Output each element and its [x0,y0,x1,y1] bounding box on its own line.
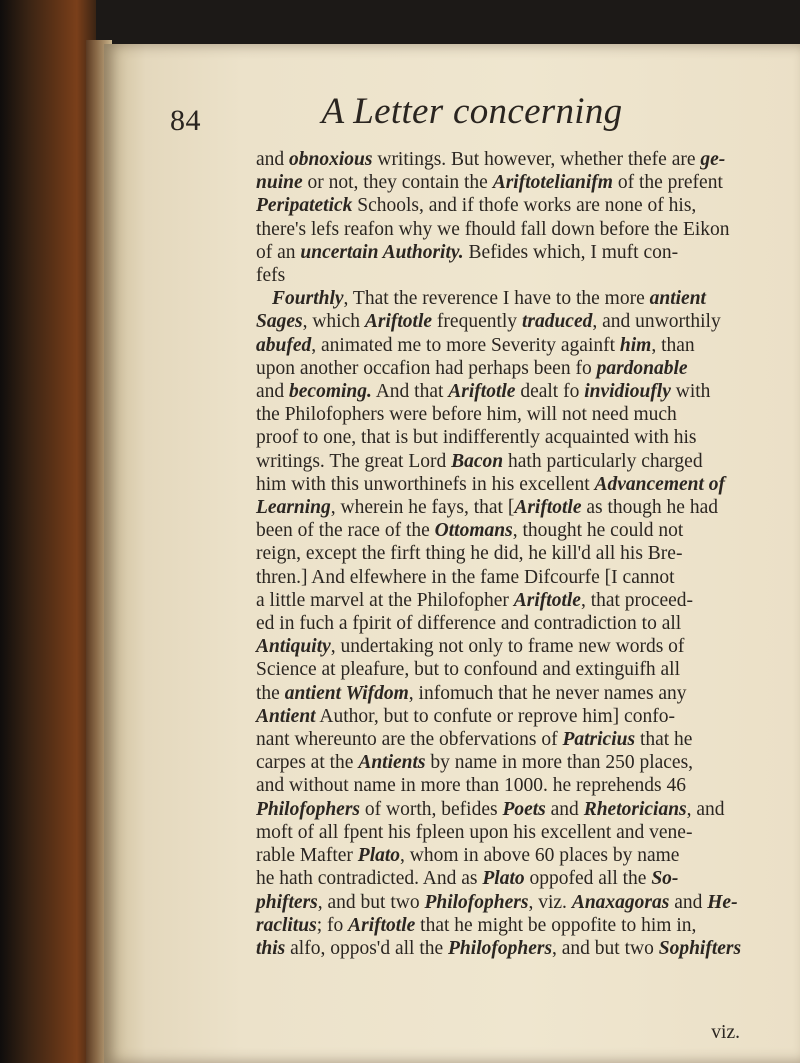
text-run: dealt fo [515,381,585,403]
text-run: ed in fuch a fpirit of difference and contradiction to all [256,613,682,635]
text-run: moft of all fpent his fpleen upon his excellent and vene- [256,821,693,843]
italic-run: Ariftotle [364,311,433,333]
text-run: , and unworthily [592,311,721,333]
text-line [256,612,790,635]
italic-run: ge- [700,149,726,170]
text-run: nant whereunto are the obfervations of [256,729,563,751]
italic-run: Antients [358,752,426,774]
text-line [256,218,790,241]
text-run: , animated me to more Severity againft [311,334,620,356]
text-run: a little marvel at the Philofopher [256,589,514,611]
text-line [256,937,790,960]
italic-run: traduced [521,311,593,333]
italic-run: Poets [502,798,546,820]
text-run: And that [371,381,449,403]
text-run: been of the race of the [256,520,435,542]
italic-run: antient Wifdom [284,682,409,704]
italic-run: becoming. [289,381,372,403]
text-line [256,658,790,681]
text-line [256,705,790,728]
text-line [256,426,790,449]
italic-run: Philofophers [256,798,361,820]
running-head: A Letter concerning [321,91,623,132]
italic-run: Ariftotelianifm [492,172,613,194]
text-line [256,566,790,589]
text-run: , viz. [528,891,572,913]
italic-run: this [256,937,286,959]
italic-run: So- [651,868,679,890]
text-run: with [670,381,711,403]
text-run: , which [302,311,365,333]
text-run: and [669,891,708,913]
italic-run: Bacon [451,450,504,472]
text-line [256,867,790,890]
text-run: proof to one, that is but indifferently acquainted with his [256,427,697,449]
italic-run: Advancement of [594,473,726,495]
text-run: oppofed all the [524,868,652,890]
text-run: upon another occafion had perhaps been fo [256,357,597,379]
italic-run: Ariftotle [348,914,416,936]
text-run: thren.] And elfewhere in the fame Difcourfe [I cannot [256,566,675,588]
text-run: rable Mafter [256,845,358,867]
text-line [256,403,790,426]
italic-run: phifters [256,891,318,913]
text-line [256,171,790,194]
italic-run: Ottomans [434,520,513,542]
text-line [256,148,790,171]
text-run: or not, they contain the [302,172,493,194]
text-line [256,751,790,774]
text-run: the [256,682,285,704]
text-run: and [256,381,290,403]
italic-run: Learning [256,497,331,519]
text-line [256,821,790,844]
text-line [256,264,790,287]
text-line [256,914,790,937]
italic-run: abufed [256,334,312,356]
text-run: , that proceed- [580,589,694,611]
italic-run: Antiquity [256,636,331,658]
italic-run: Fourthly [272,288,344,310]
text-line [256,844,790,867]
text-run: Befides which, I muft con- [463,241,679,263]
text-run: that he [635,729,693,751]
italic-run: Sophifters [658,937,742,959]
text-run: writings. But however, whether thefe are [372,149,701,170]
italic-run: Peripatetick [256,195,353,217]
text-run: ikon [694,218,730,240]
italic-run: uncertain Authority. [300,241,464,263]
italic-run: Patricius [562,729,636,751]
italic-run: him [619,334,652,356]
text-run: reign, except the firft thing he did, he kill'd all his Bre- [256,543,683,565]
page-number: 84 [170,104,201,137]
text-run: him with this unworthinefs in his excellent [256,473,595,495]
text-line [256,496,790,519]
text-run: , whom in above 60 places by name [400,845,680,867]
italic-run: Plato [482,868,525,890]
italic-run: Sages [256,311,303,333]
text-line [256,682,790,705]
italic-run: He- [707,891,738,913]
italic-run: nuine [256,172,303,194]
text-line [256,310,790,333]
text-run: , and but two [552,937,659,959]
italic-run: obnoxious [289,149,373,170]
text-line [256,241,790,264]
text-run: of the prefent [612,172,723,194]
text-line [256,287,790,310]
text-line [256,334,790,357]
text-run: carpes at the [256,752,359,774]
text-run: , That the reverence I have to the more [343,288,650,310]
text-line [256,473,790,496]
text-run: writings. The great Lord [256,450,452,472]
text-run: and [545,798,584,820]
book-page [104,44,800,1063]
text-run: Schools, and if thofe works are none of his, [352,195,697,217]
text-run: as though he had [581,497,718,519]
text-run: that he might be oppofite to him in, [415,914,697,936]
book-binding [0,0,96,1063]
italic-run: Philofophers [424,891,529,913]
italic-run: pardonable [596,357,688,379]
text-run: and without name in more than 1000. he reprehends 46 [256,775,686,797]
text-line [256,542,790,565]
text-run: , than [651,334,695,356]
text-run: , and [686,798,725,820]
italic-run: Philofophers [448,937,553,959]
italic-run: Antient [256,705,316,727]
text-line [256,798,790,821]
text-run: , infomuch that he never names any [408,682,687,704]
text-line [256,380,790,403]
text-run: and [256,149,290,170]
text-line [256,357,790,380]
text-run: the Philofophers were before him, will not need much [256,404,677,426]
text-line [256,519,790,542]
italic-run: invidioufly [584,381,671,403]
text-run: Science at pleafure, but to confound and extinguifh all [256,659,680,681]
text-line [256,450,790,473]
text-line [256,891,790,914]
text-run: of worth, befides [360,798,503,820]
italic-run: Ariftotle [514,497,582,519]
italic-run: Ariftotle [513,589,581,611]
text-run: , undertaking not only to frame new words of [330,636,685,658]
catchword: viz. [711,1022,740,1043]
text-run: alfo, oppos'd all the [285,937,449,959]
text-run: he hath contradicted. And as [256,868,483,890]
text-run: , and but two [317,891,425,913]
text-run: , wherein he fays, that [ [330,497,515,519]
text-run: , thought he could not [512,520,684,542]
text-run: fefs [256,265,286,287]
italic-run: Rhetoricians [583,798,687,820]
italic-run: raclitus [256,914,317,936]
italic-run: Plato [357,845,401,867]
text-run: by name in more than 250 places, [425,752,694,774]
text-run: ; fo [316,914,349,936]
italic-run: Ariftotle [448,381,516,403]
text-run: hath particularly charged [503,450,703,472]
text-run: Author, but to confute or reprove him] confo- [315,705,675,727]
text-line [256,194,790,217]
text-line [256,635,790,658]
text-run: of an [256,241,301,263]
italic-run: antient [649,288,706,310]
body-text [256,148,790,960]
italic-run: Anaxagoras [571,891,670,913]
text-line [256,728,790,751]
text-line [256,589,790,612]
text-run: there's lefs reafon why we fhould fall down before the E [256,218,695,240]
text-line [256,774,790,797]
text-run: frequently [432,311,522,333]
